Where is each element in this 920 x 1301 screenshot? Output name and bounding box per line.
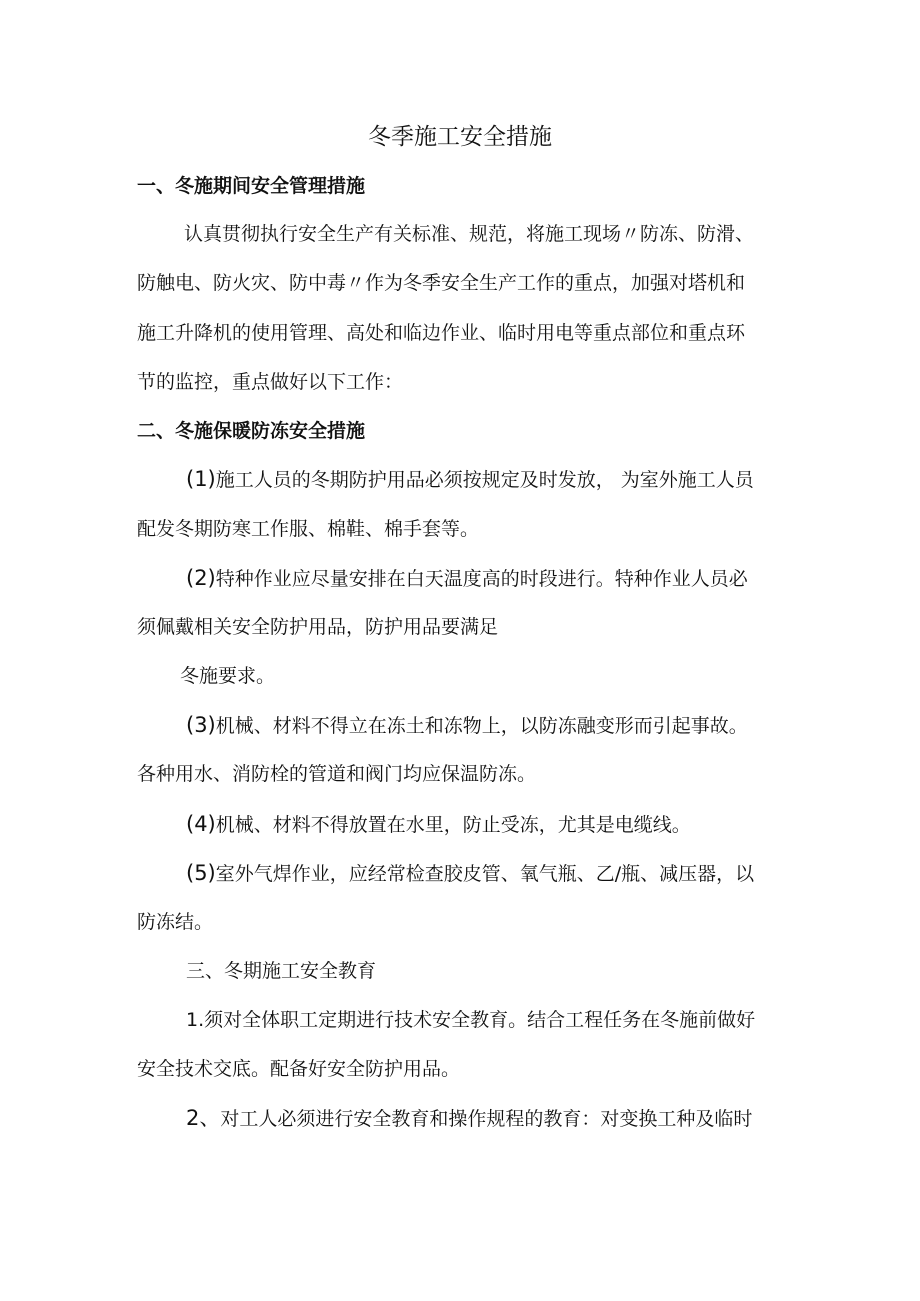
list-item-number: (3) (186, 713, 216, 737)
section-1-para-line: 认真贯彻执行安全生产有关标准、规范，将施工现场〃防冻、防滑、 (184, 223, 755, 245)
section-1-heading: 一、冬施期间安全管理措施 (137, 175, 366, 197)
list-item-2-line: 冬施要求。 (180, 665, 276, 687)
list-item-text: 施工人员的冬期防护用品必须按规定及时发放， 为室外施工人员 (215, 469, 754, 491)
list-item-number: 1. (186, 1009, 205, 1031)
edu-item-1-line: 安全技术交底。配备好安全防护用品。 (137, 1058, 461, 1080)
list-item-number: (4) (186, 812, 216, 836)
list-item-3-line (186, 709, 748, 742)
document-title: 冬季施工安全措施 (368, 124, 552, 150)
section-3-heading: 三、冬期施工安全教育 (186, 960, 377, 982)
list-item-text: 机械、材料不得放置在水里，防止受冻，尤其是电缆线。 (215, 814, 691, 836)
section-1-para-line: 防触电、防火灾、防中毒〃作为冬季安全生产工作的重点，加强对塔机和 (137, 272, 746, 294)
list-item-2-line: 须佩戴相关安全防护用品，防护用品要满足 (137, 616, 499, 638)
list-item-5-line: 防冻结。 (137, 911, 214, 933)
list-item-text: 机械、材料不得立在冻土和冻物上，以防冻融变形而引起事故。 (215, 715, 748, 737)
list-item-1-line: 配发冬期防寒工作服、棉鞋、棉手套等。 (137, 518, 480, 540)
list-item-number: (1) (186, 467, 216, 491)
list-item-3-line: 各种用水、消防栓的管道和阀门均应保温防冻。 (137, 763, 537, 785)
list-item-1-line (186, 463, 754, 496)
list-item-number: 2、 (186, 1106, 221, 1130)
edu-item-1-line (186, 1004, 755, 1036)
edu-item-2-line (186, 1102, 752, 1135)
list-item-4-line (186, 808, 691, 841)
section-1-para-line: 节的监控，重点做好以下工作： (137, 371, 404, 393)
section-1-para-line: 施工升降机的使用管理、高处和临边作业、临时用电等重点部位和重点环 (137, 322, 746, 344)
list-item-number: (5) (186, 861, 216, 885)
list-item-text: 对工人必须进行安全教育和操作规程的教育：对变换工种及临时 (220, 1108, 753, 1130)
list-item-text: 须对全体职工定期进行技术安全教育。结合工程任务在冬施前做好 (204, 1009, 756, 1031)
list-item-text: 室外气焊作业，应经常检查胶皮管、氧气瓶、乙/瓶、减压器，以 (215, 863, 755, 885)
list-item-text: 特种作业应尽量安排在白天温度高的时段进行。特种作业人员必 (215, 568, 748, 590)
list-item-2-line (186, 562, 748, 595)
list-item-number: (2) (186, 566, 216, 590)
list-item-5-line (186, 857, 754, 890)
section-2-heading: 二、冬施保暖防冻安全措施 (137, 420, 366, 442)
